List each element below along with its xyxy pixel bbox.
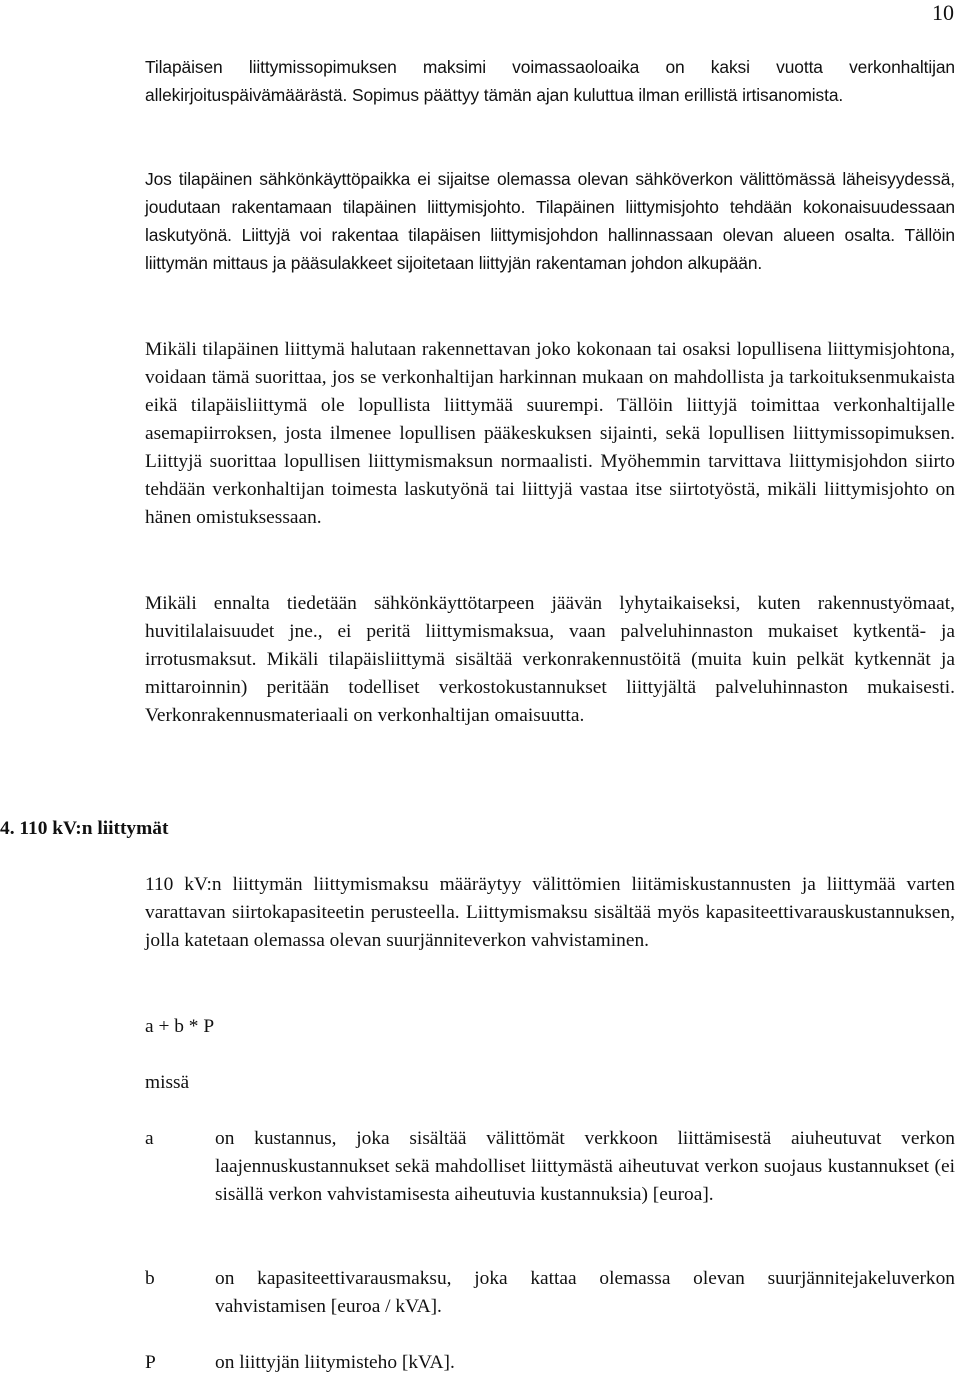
paragraph-temporary-contract-duration: Tilapäisen liittymissopimuksen maksimi voimassaoloaika on kaksi vuotta verkonhaltijan allekirjoituspäivämäärästä. Sopimus päättyy tämän ajan kuluttua ilman erillistä irtisanomista. (145, 57, 955, 105)
fee-formula: a + b * P (145, 1016, 215, 1037)
paragraph-temporary-connection-line: Jos tilapäinen sähkönkäyttöpaikka ei sijaitse olemassa olevan sähköverkon välittömässä läheisyydessä, joudutaan rakentamaan tilapäinen liittymisjohto. Tilapäinen liittymisjohto tehdään kokonaisuudessaan laskutyönä. Liittyjä voi rakentaa tilapäisen liittymisjohdon hallinnassaan olevan alueen osalta. Tällöin liittymän mittaus ja pääsulakkeet sijoitetaan liittyjän rakentaman johdon alkupään. (145, 169, 955, 273)
section-intro-paragraph: 110 kV:n liittymän liittymismaksu määräytyy välittömien liitämiskustannusten ja liittymää varten varattavan siirtokapasiteetin perusteella. Liittymismaksu sisältää myös kapasiteettivarauskustannuksen, jolla katetaan olemassa olevan suurjänniteverkon vahvistaminen. (145, 874, 955, 951)
definition-item (145, 1125, 955, 1209)
definition-text: on kapasiteettivarausmaksu, joka kattaa olemassa olevan suurjännitejakeluverkon vahvistamisen [euroa / kVA]. (215, 1268, 955, 1317)
page-number: 10 (932, 0, 954, 25)
paragraph-permanent-connection-option: Mikäli tilapäinen liittymä halutaan rakennettavan joko kokonaan tai osaksi lopullisena liittymisjohtona, voidaan tämä suorittaa, jos se verkonhaltijan harkinnan mukaan on mahdollista ja tarkoituksenmukaista eikä tilapäisliittymä ole lopullista liittymää suurempi. Tällöin liittyjä toimittaa verkonhaltijalle asemapiirroksen, josta ilmenee lopullisen pääkeskuksen sijainti, sekä lopullisen liittymissopimuksen. Liittyjä suorittaa lopullisen liittymismaksun normaalisti. Myöhemmin tarvittava liittymisjohdon siirto tehdään verkonhaltijan toimesta laskutyönä tai liittyjä vastaa itse siirtotyöstä, mikäli liittymisjohto on hänen omistuksessaan. (145, 339, 955, 528)
definition-term: a (145, 1128, 154, 1149)
definition-text: on liittyjän liitymisteho [kVA]. (215, 1352, 455, 1373)
definition-item (145, 1265, 955, 1321)
formula-where-label: missä (145, 1072, 190, 1093)
definition-term: P (145, 1352, 156, 1373)
section-heading: 4. 110 kV:n liittymät (0, 818, 169, 839)
definition-text: on kustannus, joka sisältää välittömät verkkoon liittämisestä aiuheutuvat verkon laajennuskustannukset sekä mahdolliset liittymästä aiheutuvat verkon suojaus kustannukset (ei sisällä verkon vahvistamisesta aiheutuvia kustannuksia) [euroa]. (215, 1128, 955, 1205)
definition-item (145, 1349, 955, 1377)
definition-term: b (145, 1268, 155, 1289)
paragraph-short-term-usage: Mikäli ennalta tiedetään sähkönkäyttötarpeen jäävän lyhytaikaiseksi, kuten rakennustyömaat, huvitilalaisuudet jne., ei peritä liittymismaksua, vaan palveluhinnaston mukaiset kytkentä- ja irrotusmaksut. Mikäli tilapäisliittymä sisältää verkonrakennustöitä (muita kuin pelkät kytkennät ja mittaroinnin) peritään todelliset verkostokustannukset liittyjältä palveluhinnaston mukaisesti. Verkonrakennusmateriaali on verkonhaltijan omaisuutta. (145, 593, 955, 726)
